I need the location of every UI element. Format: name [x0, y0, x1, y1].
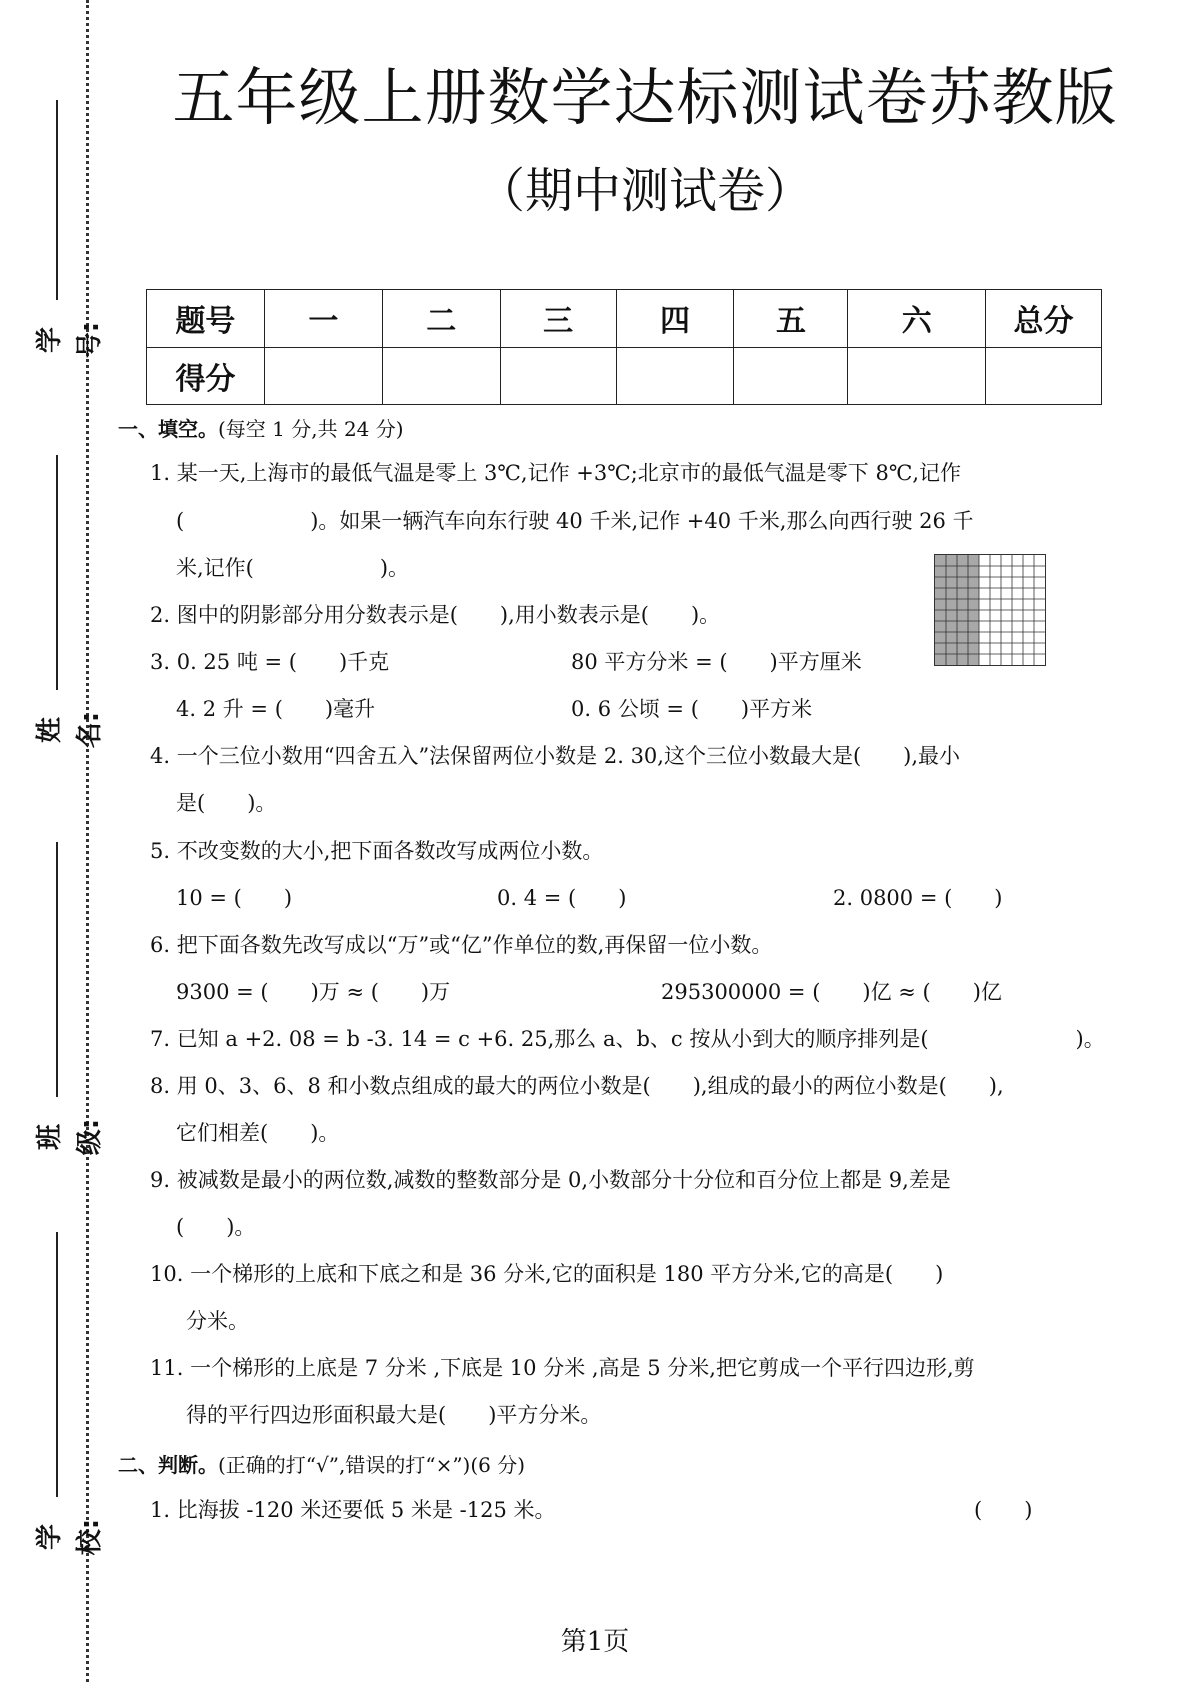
score-header-cell: 四 — [616, 290, 734, 348]
side-field-class — [20, 842, 105, 1172]
question-line: 分米。 — [186, 1309, 249, 1333]
shaded-cell — [946, 555, 957, 566]
judge-answer-bracket[interactable]: ( ) — [974, 1498, 1033, 1522]
score-input-cell[interactable] — [986, 347, 1102, 405]
question-line: 6. 把下面各数先改写成以“万”或“亿”作单位的数,再保留一位小数。 — [150, 933, 773, 957]
shaded-cell — [935, 566, 946, 577]
shaded-cell — [935, 643, 946, 654]
score-input-cell[interactable] — [734, 347, 848, 405]
shaded-cell — [957, 599, 968, 610]
shaded-cell — [946, 643, 957, 654]
shaded-cell — [957, 588, 968, 599]
shaded-cell — [968, 643, 979, 654]
question-line: 是( )。 — [176, 791, 277, 815]
shaded-cell — [935, 599, 946, 610]
question-line: 它们相差( )。 — [176, 1121, 340, 1145]
shaded-cell — [935, 588, 946, 599]
student-id-label: 学号: — [35, 321, 105, 359]
question-line: 9. 被减数是最小的两位数,减数的整数部分是 0,小数部分十分位和百分位上都是 9,差是 — [150, 1168, 951, 1192]
shaded-cell — [946, 588, 957, 599]
score-header-cell: 一 — [264, 290, 382, 348]
shaded-cell — [968, 577, 979, 588]
side-field-name — [20, 455, 105, 775]
shaded-cell — [957, 654, 968, 665]
shaded-cell — [935, 555, 946, 566]
school-write-line[interactable] — [56, 1232, 58, 1497]
shaded-cell — [935, 654, 946, 665]
binding-dotted-line — [86, 0, 89, 1682]
score-table-score-row — [147, 347, 1102, 405]
score-header-cell: 五 — [734, 290, 848, 348]
shaded-cell — [946, 599, 957, 610]
question-line: 2. 0800 = ( ) — [833, 886, 1003, 910]
score-input-cell[interactable] — [264, 347, 382, 405]
score-header-cell: 三 — [500, 290, 616, 348]
shaded-cell — [957, 610, 968, 621]
section2-title: 二、判断。 — [118, 1453, 218, 1477]
page-subtitle: （期中测试卷） — [476, 163, 813, 219]
shaded-cell — [957, 566, 968, 577]
section1-note: (每空 1 分,共 24 分) — [218, 417, 404, 441]
question-line: 9300 = ( )万 ≈ ( )万 — [176, 980, 451, 1004]
question-line: 2. 图中的阴影部分用分数表示是( ),用小数表示是( )。 — [150, 603, 721, 627]
score-row-label: 得分 — [147, 347, 265, 405]
question-line: 5. 不改变数的大小,把下面各数改写成两位小数。 — [150, 839, 604, 863]
shaded-grid-figure — [934, 554, 1046, 666]
question-line: 得的平行四边形面积最大是( )平方分米。 — [186, 1403, 602, 1427]
score-header-cell: 题号 — [147, 290, 265, 348]
score-table-header-row — [147, 290, 1102, 348]
question-line: 4. 2 升 = ( )毫升 — [176, 697, 376, 721]
shaded-cell — [946, 621, 957, 632]
side-field-student-id — [20, 100, 105, 380]
shaded-cell — [968, 610, 979, 621]
shaded-cell — [968, 599, 979, 610]
name-label: 姓名: — [35, 711, 105, 749]
shaded-cell — [935, 577, 946, 588]
question-line: 0. 6 公顷 = ( )平方米 — [571, 697, 813, 721]
class-write-line[interactable] — [56, 842, 58, 1097]
shaded-cell — [946, 654, 957, 665]
shaded-cell — [935, 610, 946, 621]
shaded-cell — [957, 643, 968, 654]
shaded-cell — [968, 588, 979, 599]
score-input-cell[interactable] — [616, 347, 734, 405]
shaded-cell — [968, 654, 979, 665]
question-line: 1. 某一天,上海市的最低气温是零上 3℃,记作 +3℃;北京市的最低气温是零下 8℃,记作 — [150, 461, 961, 485]
score-table — [146, 289, 1102, 405]
school-label: 学校: — [35, 1518, 105, 1556]
question-line: 7. 已知 a +2. 08 = b -3. 14 = c +6. 25,那么 a、b、c 按从小到大的顺序排列是( )。 — [150, 1027, 1105, 1051]
section1-title: 一、填空。 — [118, 417, 218, 441]
shaded-cell — [957, 632, 968, 643]
question-line: 0. 4 = ( ) — [497, 886, 627, 910]
section2-heading — [118, 1449, 525, 1478]
shaded-cell — [946, 632, 957, 643]
shaded-cell — [935, 632, 946, 643]
side-field-school — [20, 1232, 105, 1572]
shaded-cell — [946, 610, 957, 621]
name-write-line[interactable] — [56, 455, 58, 690]
question-line: 11. 一个梯形的上底是 7 分米 ,下底是 10 分米 ,高是 5 分米,把它剪成一个平行四边形,剪 — [150, 1356, 975, 1380]
score-input-cell[interactable] — [382, 347, 500, 405]
question-line: 4. 一个三位小数用“四舍五入”法保留两位小数是 2. 30,这个三位小数最大是( ),最小 — [150, 744, 961, 768]
question-line: 3. 0. 25 吨 = ( )千克 — [150, 650, 390, 674]
shaded-cell — [946, 577, 957, 588]
judge-question-1: 1. 比海拔 -120 米还要低 5 米是 -125 米。 — [150, 1498, 556, 1522]
question-line: ( )。如果一辆汽车向东行驶 40 千米,记作 +40 千米,那么向西行驶 26 千 — [176, 509, 974, 533]
question-line: 10 = ( ) — [176, 886, 293, 910]
shaded-cell — [957, 577, 968, 588]
shaded-cell — [968, 566, 979, 577]
score-input-cell[interactable] — [848, 347, 986, 405]
question-line: 10. 一个梯形的上底和下底之和是 36 分米,它的面积是 180 平方分米,它的高是( ) — [150, 1262, 944, 1286]
page-number: 第1页 — [560, 1627, 630, 1657]
student-id-write-line[interactable] — [56, 100, 58, 300]
shaded-cell — [968, 555, 979, 566]
question-line: 80 平方分米 = ( )平方厘米 — [571, 650, 862, 674]
section1-heading — [118, 413, 404, 442]
section2-note: (正确的打“√”,错误的打“×”)(6 分) — [218, 1453, 526, 1477]
shaded-cell — [946, 566, 957, 577]
question-line: 米,记作( )。 — [176, 556, 410, 580]
score-header-cell: 六 — [848, 290, 986, 348]
question-line: 8. 用 0、3、6、8 和小数点组成的最大的两位小数是( ),组成的最小的两位小数是( ), — [150, 1074, 1004, 1098]
page-title: 五年级上册数学达标测试卷苏教版 — [172, 61, 1118, 134]
score-header-cell: 二 — [382, 290, 500, 348]
shaded-cell — [968, 621, 979, 632]
shaded-cell — [957, 555, 968, 566]
class-label: 班级: — [35, 1118, 105, 1156]
question-line: ( )。 — [176, 1215, 256, 1239]
shaded-cell — [957, 621, 968, 632]
question-line: 295300000 = ( )亿 ≈ ( )亿 — [661, 980, 1002, 1004]
score-header-cell: 总分 — [986, 290, 1102, 348]
shaded-cell — [968, 632, 979, 643]
score-input-cell[interactable] — [500, 347, 616, 405]
shaded-cell — [935, 621, 946, 632]
